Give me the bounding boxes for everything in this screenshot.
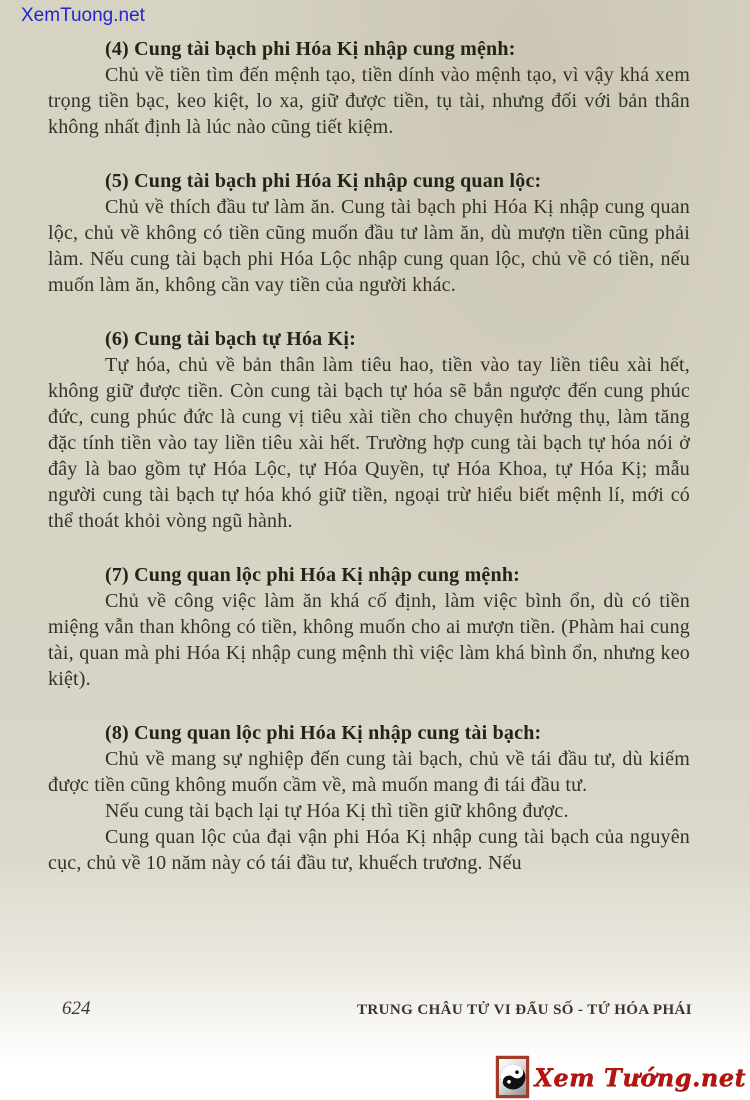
section-paragraph: Cung quan lộc của đại vận phi Hóa Kị nhập cung tài bạch của nguyên cục, chủ về 10 năm này có tái đầu tư, khuếch trương. Nếu	[48, 826, 690, 874]
section-heading: (6) Cung tài bạch tự Hóa Kị:	[105, 328, 356, 350]
section-6	[48, 326, 690, 534]
page-content	[48, 36, 690, 876]
page-number: 624	[62, 998, 91, 1019]
section-heading: (7) Cung quan lộc phi Hóa Kị nhập cung mệnh:	[105, 564, 521, 586]
section-heading: (4) Cung tài bạch phi Hóa Kị nhập cung mệnh:	[105, 38, 516, 60]
book-title: TRUNG CHÂU TỬ VI ĐẨU SỐ - TỨ HÓA PHÁI	[357, 1002, 692, 1018]
section-paragraph: Nếu cung tài bạch lại tự Hóa Kị thì tiền giữ không được.	[105, 800, 569, 822]
section-paragraph: Chủ về mang sự nghiệp đến cung tài bạch, chủ về tái đầu tư, dù kiếm được tiền cũng không muốn cầm về, mà muốn mang đi tái đầu tư.	[48, 748, 690, 796]
logo-text[interactable]: Xem Tướng.net	[534, 1062, 746, 1092]
section-paragraph: Chủ về thích đầu tư làm ăn. Cung tài bạch phi Hóa Kị nhập cung quan lộc, chủ về không có tiền cũng muốn đầu tư làm ăn, dù mượn tiền cũng phải làm. Nếu cung tài bạch phi Hóa Lộc nhập cung quan lộc, chủ về có tiền, nếu muốn làm ăn, không cần vay tiền của người khác.	[48, 196, 690, 296]
yin-yang-icon	[496, 1056, 529, 1098]
section-paragraph: Chủ về tiền tìm đến mệnh tạo, tiền dính vào mệnh tạo, vì vậy khá xem trọng tiền bạc, keo kiệt, lo xa, giữ được tiền, tụ tài, nhưng đối với bản thân không nhất định là lúc nào cũng tiết kiệm.	[48, 64, 690, 138]
section-5	[48, 168, 690, 298]
page-footer	[0, 998, 750, 1020]
section-7	[48, 562, 690, 692]
section-heading: (5) Cung tài bạch phi Hóa Kị nhập cung quan lộc:	[105, 170, 542, 192]
section-heading: (8) Cung quan lộc phi Hóa Kị nhập cung tài bạch:	[105, 722, 542, 744]
section-paragraph: Tự hóa, chủ về bản thân làm tiêu hao, tiền vào tay liền tiêu xài hết, không giữ được tiền. Còn cung tài bạch tự hóa sẽ bắn ngược đến cung phúc đức, cung phúc đức là cung vị tiêu xài tiền cho chuyện hưởng thụ, làm tăng đặc tính tiền vào tay liền tiêu xài hết. Trường hợp cung tài bạch tự hóa nói ở đây là bao gồm tự Hóa Lộc, tự Hóa Quyền, tự Hóa Khoa, tự Hóa Kị; mẫu người cung tài bạch tự hóa khó giữ tiền, ngoại trừ hiểu biết mệnh lí, mới có thể thoát khỏi vòng ngũ hành.	[48, 354, 690, 532]
xemtuong-logo[interactable]	[496, 1056, 746, 1098]
section-8	[48, 720, 690, 876]
site-watermark-link[interactable]: XemTuong.net	[21, 5, 145, 26]
section-4	[48, 36, 690, 140]
section-paragraph: Chủ về công việc làm ăn khá cố định, làm việc bình ổn, dù có tiền miệng vẫn than không có tiền, không muốn cho ai mượn tiền. (Phàm hai cung tài, quan mà phi Hóa Kị nhập cung mệnh thì việc làm khá bình ổn, nhưng keo kiệt).	[48, 590, 690, 690]
